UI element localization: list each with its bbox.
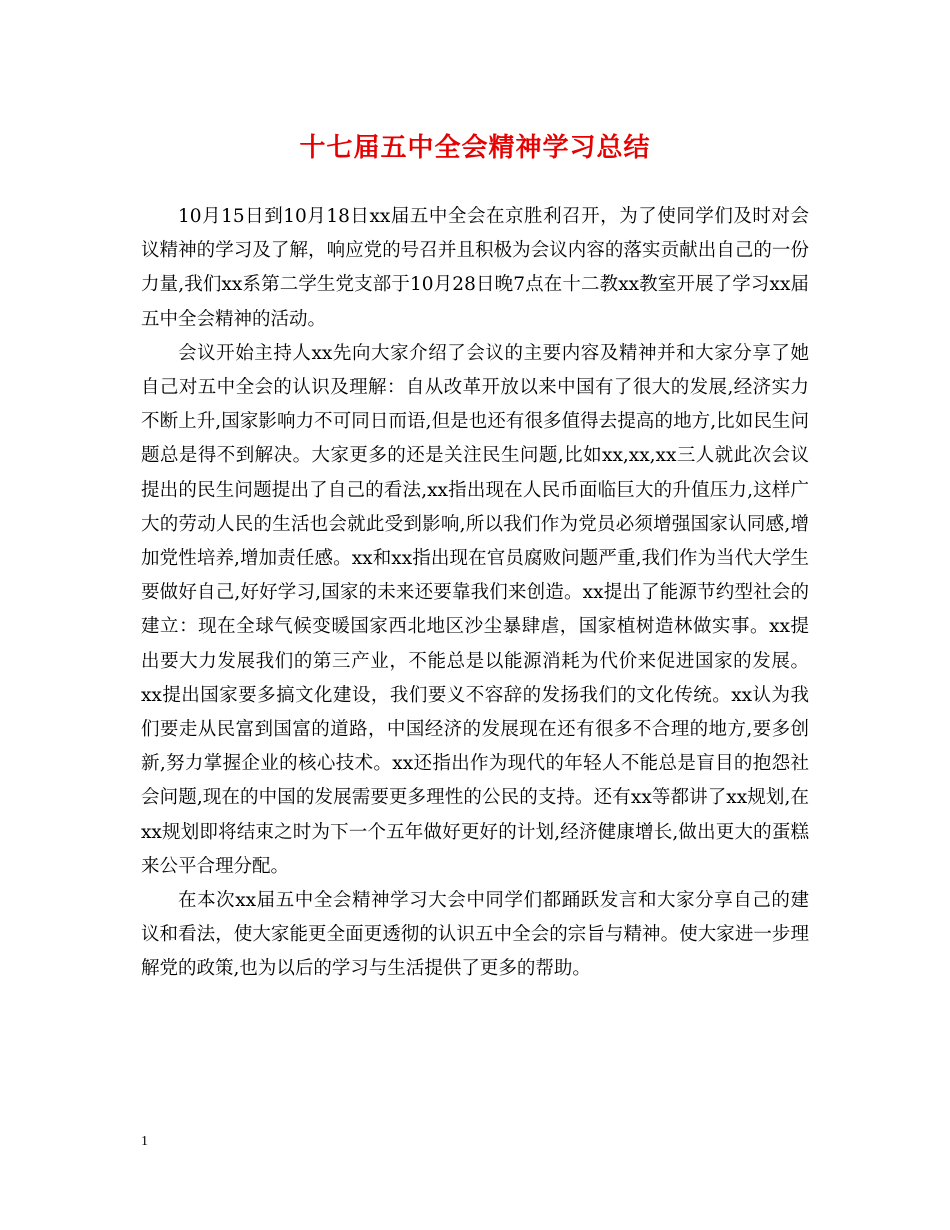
page-number: 1 [141, 1134, 148, 1149]
document-title: 十七届五中全会精神学习总结 [299, 133, 651, 163]
paragraph-2: 会议开始主持人xx先向大家介绍了会议的主要内容及精神并和大家分享了她自己对五中全会的认识及理解：自从改革开放以来中国有了很大的发展,经济实力不断上升,国家影响力不可同日而语,但是也还有很多值得去提高的地方,比如民生问题总是得不到解决。大家更多的还是关注民生问题,比如xx,xx,xx三人就此次会议提出的民生问题提出了自己的看法,xx指出现在人民币面临巨大的升值压力,这样广大的劳动人民的生活也会就此受到影响,所以我们作为党员必须增强国家认同感,增加党性培养,增加责任感。xx和xx指出现在官员腐败问题严重,我们作为当代大学生要做好自己,好好学习,国家的未来还要靠我们来创造。xx提出了能源节约型社会的建立：现在全球气候变暖国家西北地区沙尘暴肆虐，国家植树造林做实事。xx提出要大力发展我们的第三产业，不能总是以能源消耗为代价来促进国家的发展。xx提出国家要多搞文化建设，我们要义不容辞的发扬我们的文化传统。xx认为我们要走从民富到国富的道路，中国经济的发展现在还有很多不合理的地方,要多创新,努力掌握企业的核心技术。xx还指出作为现代的年轻人不能总是盲目的抱怨社会问题,现在的中国的发展需要更多理性的公民的支持。还有xx等都讲了xx规划,在xx规划即将结束之时为下一个五年做好更好的计划,经济健康增长,做出更大的蛋糕来公平合理分配。 [141, 342, 809, 877]
paragraph-1: 10月15日到10月18日xx届五中全会在京胜利召开，为了使同学们及时对会议精神的学习及了解，响应党的号召并且积极为会议内容的落实贡献出自己的一份力量,我们xx系第二学生党支部于10月28日晚7点在十二教xx教室开展了学习xx届五中全会精神的活动。 [141, 206, 809, 330]
document-body [141, 200, 809, 987]
paragraph-3: 在本次xx届五中全会精神学习大会中同学们都踊跃发言和大家分享自己的建议和看法，使大家能更全面更透彻的认识五中全会的宗旨与精神。使大家进一步理解党的政策,也为以后的学习与生活提供了更多的帮助。 [141, 890, 809, 980]
